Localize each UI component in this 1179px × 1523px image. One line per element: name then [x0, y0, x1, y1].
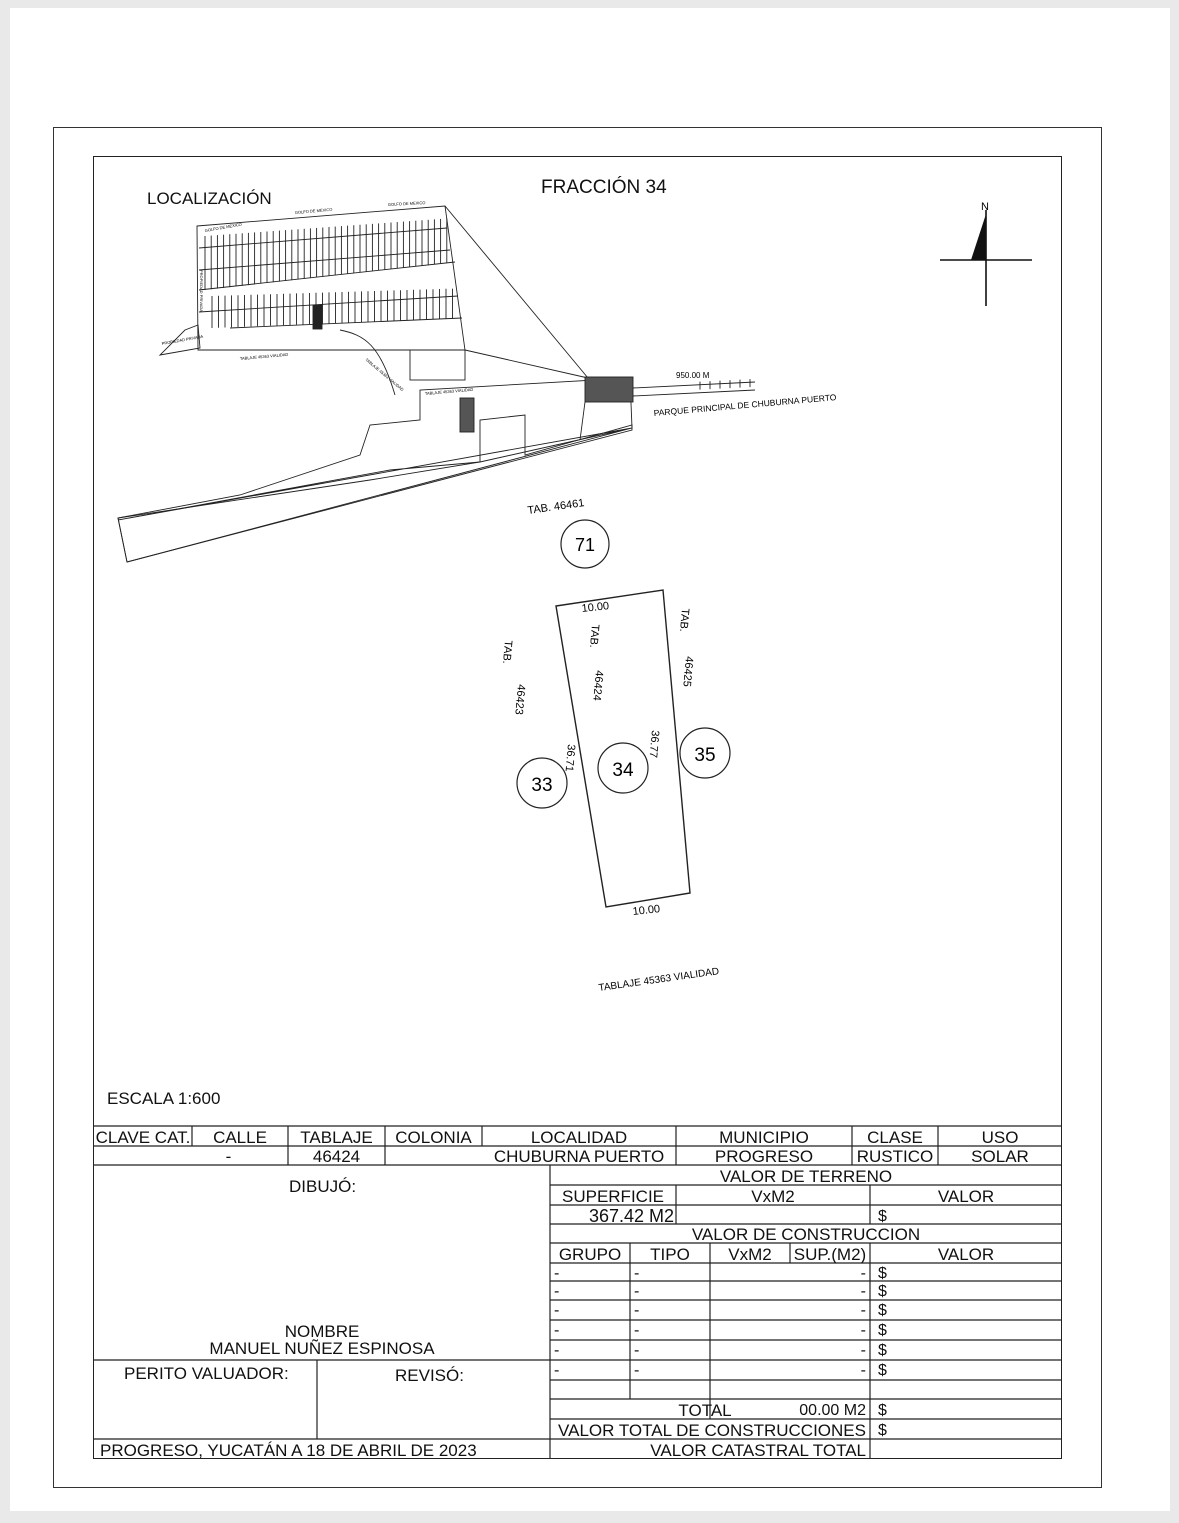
golfo-label: GOLFO DE MEXICO [294, 206, 333, 215]
valor-construccion-title: VALOR DE CONSTRUCCION [691, 1225, 921, 1244]
dim-left: 36.71 [562, 743, 577, 773]
north-arrow-icon [940, 201, 1032, 306]
dim-bottom: 10.00 [632, 903, 661, 918]
golfo-label: GOLFO DE MEXICO [387, 200, 426, 207]
col-tipo: TIPO [650, 1245, 690, 1264]
cell-grupo: - [554, 1342, 560, 1359]
tab-center-b: 46424 [590, 669, 605, 702]
tablaje-vialidad-label: TABLAJE 45363 VIALIDAD [239, 351, 289, 361]
tablaje-vialidad-label: TABLAJE 45363 VIALIDAD [424, 386, 474, 396]
total-label: TOTAL [678, 1401, 732, 1420]
superficie-label: SUPERFICIE [561, 1187, 665, 1206]
col-sup: SUP.(M2) [793, 1245, 867, 1264]
value-calle: - [225, 1147, 232, 1166]
nombre-value: MANUEL NUÑEZ ESPINOSA [209, 1339, 435, 1358]
header-tablaje: TABLAJE [300, 1128, 373, 1147]
cell-sup: - [860, 1283, 866, 1300]
fecha-label: PROGRESO, YUCATÁN A 18 DE ABRIL DE 2023 [100, 1441, 477, 1460]
lot-34-label: 34 [612, 760, 634, 781]
tab-north-label: TAB. 46461 [526, 497, 586, 517]
north-label: N [981, 201, 989, 213]
parque-label: PARQUE PRINCIPAL DE CHUBURNA PUERTO [653, 392, 837, 418]
cell-valor: $ [878, 1265, 887, 1282]
cell-tipo: - [634, 1265, 640, 1282]
valor-catastral-label: VALOR CATASTRAL TOTAL [650, 1441, 866, 1460]
cell-valor: $ [878, 1283, 887, 1300]
cell-sup: - [860, 1362, 866, 1379]
header-clave: CLAVE CAT. [95, 1128, 191, 1147]
col-valor: VALOR [937, 1245, 995, 1264]
cell-sup: - [860, 1342, 866, 1359]
tab-west-b: 46423 [512, 683, 527, 716]
header-clase: CLASE [867, 1128, 923, 1147]
cell-tipo: - [634, 1362, 640, 1379]
value-clase: RUSTICO [856, 1147, 934, 1166]
value-municipio: PROGRESO [714, 1147, 814, 1166]
golfo-label: GOLFO DE MEXICO [204, 221, 243, 233]
col-grupo: GRUPO [558, 1245, 622, 1264]
cell-grupo: - [554, 1322, 560, 1339]
cell-sup: - [860, 1302, 866, 1319]
valor-terreno-value: $ [878, 1208, 887, 1225]
fraccion-title: FRACCIÓN 34 [541, 177, 667, 198]
header-municipio: MUNICIPIO [719, 1128, 809, 1147]
header-calle: CALLE [213, 1128, 267, 1147]
tab-east-b: 46425 [680, 655, 695, 688]
dim-right: 36.77 [646, 729, 661, 759]
tablaje-vialidad-label: TABLAJE 45363 VIALIDAD [364, 356, 405, 393]
perito-label: PERITO VALUADOR: [124, 1364, 289, 1383]
cell-tipo: - [634, 1322, 640, 1339]
cell-valor: $ [878, 1302, 887, 1319]
dim-top: 10.00 [581, 600, 610, 615]
lot-35-label: 35 [694, 745, 716, 766]
reviso-label: REVISÓ: [395, 1366, 464, 1385]
superficie-value: 367.42 M2 [588, 1206, 674, 1226]
cell-valor: $ [878, 1362, 887, 1379]
cell-grupo: - [554, 1265, 560, 1282]
localizacion-title: LOCALIZACIÓN [147, 189, 272, 208]
tablaje-south-label: TABLAJE 45363 VIALIDAD [597, 966, 720, 994]
cell-sup: - [860, 1322, 866, 1339]
cell-grupo: - [554, 1302, 560, 1319]
col-vxm2: VxM2 [728, 1245, 772, 1264]
tab-east-a: TAB. [676, 607, 691, 633]
lot-71-label: 71 [574, 535, 596, 555]
value-uso: SOLAR [971, 1147, 1029, 1166]
cell-valor: $ [878, 1342, 887, 1359]
propiedad-label: PROPIEDAD PRIVADA [199, 270, 204, 312]
escala-label: ESCALA 1:600 [107, 1089, 221, 1108]
value-tablaje: 46424 [312, 1147, 361, 1166]
distance-label: 950.00 M [676, 371, 710, 380]
location-map [118, 206, 755, 562]
propiedad-label: PROPIEDAD PRIVADA [161, 333, 204, 346]
valor-total-construcciones-label: VALOR TOTAL DE CONSTRUCCIONES [558, 1421, 866, 1440]
header-uso: USO [981, 1128, 1019, 1147]
total-sup: 00.00 M2 [799, 1402, 866, 1419]
cell-grupo: - [554, 1362, 560, 1379]
valor-total-construcciones-value: $ [878, 1422, 887, 1439]
header-localidad: LOCALIDAD [530, 1128, 628, 1147]
value-localidad: CHUBURNA PUERTO [493, 1147, 665, 1166]
cell-grupo: - [554, 1283, 560, 1300]
nombre-label: NOMBRE [284, 1322, 360, 1341]
cell-valor: $ [878, 1322, 887, 1339]
dibujo-label: DIBUJÓ: [289, 1177, 357, 1196]
tab-center-a: TAB. [586, 623, 601, 649]
cell-tipo: - [634, 1283, 640, 1300]
valor-label: VALOR [937, 1187, 995, 1206]
valor-terreno-title: VALOR DE TERRENO [719, 1167, 893, 1186]
tab-west-a: TAB. [499, 639, 514, 665]
cell-tipo: - [634, 1302, 640, 1319]
lot-33-label: 33 [531, 775, 553, 796]
cell-sup: - [860, 1265, 866, 1282]
vxm2-label: VxM2 [751, 1187, 795, 1206]
cell-tipo: - [634, 1342, 640, 1359]
total-valor: $ [878, 1402, 887, 1419]
header-colonia: COLONIA [395, 1128, 472, 1147]
